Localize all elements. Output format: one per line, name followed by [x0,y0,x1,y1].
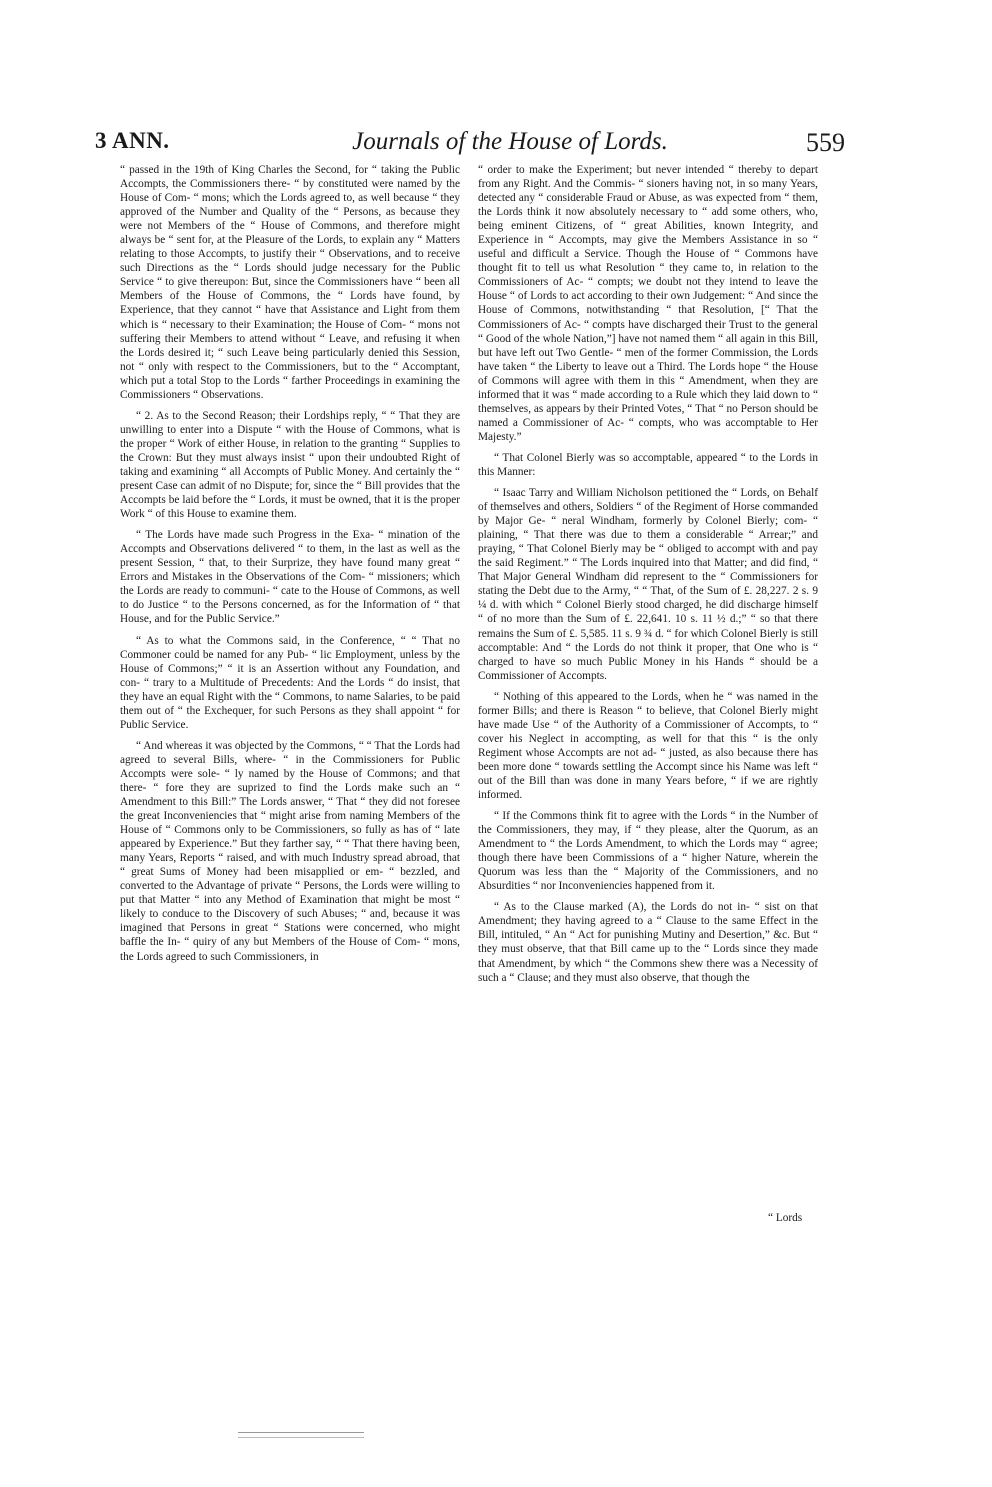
paragraph: “ As to what the Commons said, in the Conference, “ “ That no Commoner could be named for any Pub- “ lic Employment, unless by the House of Commons;” “ it is an Assertion without any Foundation, and con- “ trary to a Multitude of Precedents: And the Lords “ do insist, that they have an equal Right with the “ Commons, to name Salaries, to be paid them out of “ the Exchequer, for such Persons as they shall appoint “ for Public Service. [120,634,460,731]
footer-rule [238,1437,364,1438]
footer-rule [238,1432,364,1433]
paragraph: “ Nothing of this appeared to the Lords, when he “ was named in the former Bills; and there is Reason “ to believe, that Colonel Bierly might have made Use “ of the Authority of a Commissioner of Accompts, to “ cover his Neglect in accompting, as well for that this “ is the only Regiment whose Accompts are not ad- “ justed, as also because there has been more done “ towards settling the Accompt since his Name was left “ out of the Bill than was done in many Years before, “ if we are rightly informed. [478,690,818,802]
left-column [120,163,460,971]
journal-title: Journals of the House of Lords. [352,128,668,155]
paragraph: “ If the Commons think fit to agree with the Lords “ in the Number of the Commissioners, they may, if “ they please, alter the Quorum, as an Amendment to “ the Lords Amendment, to which the Lords may “ agree; though there have been Commissions of a “ higher Nature, wherein the Quorum was less than the “ Majority of the Commissioners, and no Absurdities “ nor Inconveniencies happened from it. [478,810,818,893]
running-head [0,128,992,168]
paragraph: “ As to the Clause marked (A), the Lords do not in- “ sist on that Amendment; they having agreed to a “ Clause to the same Effect in the Bill, intituled, “ An “ Act for punishing Mutiny and Desertion,” &c. But “ they must observe, that that Bill came up to the “ Lords since they made that Amendment, by which “ the Commons shew there was a Necessity of such a “ Clause; and they must also observe, that though the [478,901,818,984]
paragraph: “ The Lords have made such Progress in the Exa- “ mination of the Accompts and Observations delivered “ to them, in the last as well as the present Session, “ that, to their Surprize, they have found many great “ Errors and Mistakes in the Observations of the Com- “ missioners; which the Lords are ready to communi- “ cate to the House of Commons, as well to do Justice “ to the Persons concerned, as for the Information of “ that House, and for the Public Service.” [120,529,460,626]
regnal-year: 3 ANN. [95,128,170,153]
paragraph: “ And whereas it was objected by the Commons, “ “ That the Lords had agreed to several Bills, where- “ in the Commissioners for Public Accompts were sole- “ ly named by the House of Commons; and that there- “ fore they are suprized to find the Lords make such an “ Amendment to this Bill:” The Lords answer, “ That “ they did not foresee the great Inconveniencies that “ might arise from naming Members of the House of “ Commons only to be Commissioners, so fully as has of “ late appeared by Experience.” But they farther say, “ “ That there having been, many Years, Reports “ raised, and with much Industry spread abroad, that “ great Sums of Money had been misapplied or em- “ bezzled, and converted to the Advantage of private “ Persons, the Lords were willing to put that Matter “ into any Method of Examination that might be most “ likely to conduce to the Discovery of such Abuses; “ and, because it was imagined that Persons in great “ Stations were concerned, who might baffle the In- “ quiry of any but Members of the House of Com- “ mons, the Lords agreed to such Commissioners, in [120,739,460,963]
catchword: “ Lords [768,1212,803,1224]
paragraph: “ That Colonel Bierly was so accomptable, appeared “ to the Lords in this Manner: [478,451,818,478]
paragraph: “ Isaac Tarry and William Nicholson petitioned the “ Lords, on Behalf of themselves and others, Soldiers “ of the Regiment of Horse commanded by Major Ge- “ neral Windham, formerly by Colonel Bierly; com- “ plaining, “ That there was due to them a considerable “ Arrear;” and praying, “ That Colonel Bierly may be “ obliged to accompt with and pay the said Regiment.” “ The Lords inquired into that Matter; and did find, “ That Major General Windham did represent to the “ Commissioners for stating the Debt due to the Army, “ “ That, of the Sum of £. 28,227. 2 s. 9 ¼ d. with which “ Colonel Bierly stood charged, he did discharge himself “ of no more than the Sum of £. 22,641. 10 s. 11 ½ d.;” “ so that there remains the Sum of £. 5,585. 11 s. 9 ¾ d. “ for which Colonel Bierly is still accomptable: And “ the Lords do not think it proper, that One who is “ charged to have so much Public Money in his Hands “ should be a Commissioner of Accompts. [478,487,818,682]
paragraph: “ passed in the 19th of King Charles the Second, for “ taking the Public Accompts, the Commissioners there- “ by constituted were named by the House of Com- “ mons; which the Lords agreed to, as well because “ they approved of the Number and Quality of the “ Persons, as because they were not Members of the “ House of Commons, and therefore might always be “ sent for, at the Pleasure of the Lords, to explain any “ Matters relating to those Accompts, to justify their “ Observations, and to receive such Directions as the “ Lords should judge necessary for the Public Service “ to give thereupon: But, since the Commissioners have “ been all Members of the House of Commons, the “ Lords have found, by Experience, that they cannot “ have that Assistance and Light from them which is “ necessary to their Examination; the House of Com- “ mons not suffering their Members to attend without “ Leave, and refusing it when the Lords desired it; “ such Leave being particularly denied this Session, not “ only with respect to the Commissioners, but to the “ Accomptant, which put a total Stop to the Lords “ farther Proceedings in examining the Commissioners “ Observations. [120,164,460,401]
right-column [478,163,818,992]
paragraph: “ 2. As to the Second Reason; their Lordships reply, “ “ That they are unwilling to enter into a Dispute “ with the House of Commons, what is the proper “ Work of either House, in relation to the granting “ Supplies to the Crown: But they must always insist “ upon their undoubted Right of taking and examining “ all Accompts of Public Money. And certainly the “ present Case can admit of no Dispute; for, since the “ Bill provides that the Accompts be laid before the “ Lords, it must be owned, that it is the proper Work “ of this House to examine them. [120,409,460,521]
page-number: 559 [806,128,845,157]
paragraph: “ order to make the Experiment; but never intended “ thereby to depart from any Right. And the Commis- “ sioners having not, in so many Years, detected any “ considerable Fraud or Abuse, as was expected from “ them, the Lords think it now absolutely necessary to “ add some others, who, being eminent Citizens, of “ great Abilities, known Integrity, and Experience in “ Accompts, may give the Members Assistance in so “ useful and difficult a Service. Though the House of “ Commons have thought fit to tell us what Resolution “ they came to, in relation to the Commissioners of Ac- “ compts; we doubt not they intend to leave the House “ of Lords to act according to their own Judgement: “ And since the House of Commons, notwithstanding “ that Resolution, [“ That the Commissioners of Ac- “ compts have discharged their Trust to the general “ Good of the whole Nation,”] have not named them “ all again in this Bill, but have left out Two Gentle- “ men of the former Commission, the Lords have taken “ the Liberty to leave out a Third. The Lords hope “ the House of Commons will agree with them in this “ Amendment, when they are informed that it was “ made according to a Rule which they laid down to “ themselves, as appears by their Printed Votes, “ That “ no Person should be named a Commissioner of Ac- “ compts, who was accomptable to Her Majesty.” [478,164,818,443]
